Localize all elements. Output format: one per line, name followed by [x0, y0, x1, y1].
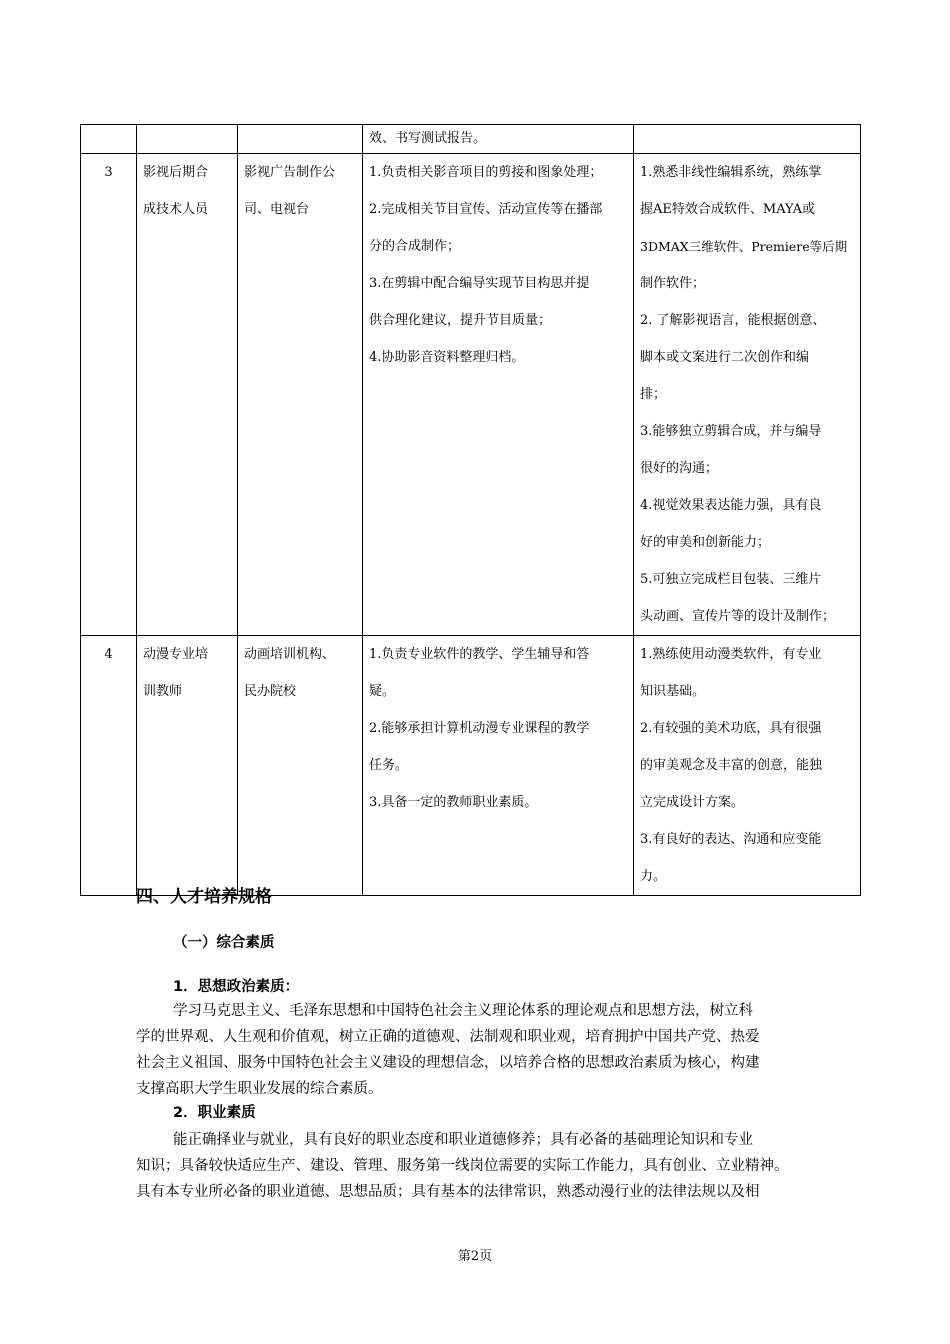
requirement-line: 3.有良好的表达、沟通和应变能	[640, 832, 822, 847]
duty-line: 2.能够承担计算机动漫专业课程的教学	[369, 721, 590, 736]
paragraph-line: 能正确择业与就业，具有良好的职业态度和职业道德修养；具有必备的基础理论知识和专业	[173, 1132, 753, 1148]
requirement-line: 的审美观念及丰富的创意，能独	[640, 758, 823, 773]
cell-duties	[363, 636, 634, 896]
requirement-line: 1.熟悉非线性编辑系统，熟练掌	[640, 165, 822, 180]
paragraph-line: 支撑高职大学生职业发展的综合素质。	[136, 1081, 383, 1097]
cell-num: 3	[81, 154, 137, 636]
page-number: 第2页	[457, 1249, 493, 1264]
table-row-continued	[81, 125, 861, 154]
cell-employer	[238, 154, 363, 636]
cell-num	[81, 125, 137, 154]
table-row	[81, 154, 861, 636]
cell-requirements	[634, 125, 861, 154]
requirement-line: 知识基础。	[640, 684, 706, 699]
requirement-line: 立完成设计方案。	[640, 795, 745, 810]
duty-line: 任务。	[369, 758, 409, 773]
cell-position	[137, 636, 238, 896]
duty-line: 分的合成制作；	[369, 239, 461, 254]
table-row	[81, 636, 861, 896]
paragraph-line: 社会主义祖国、服务中国特色社会主义建设的理想信念，以培养合格的思想政治素质为核心，构建	[136, 1055, 760, 1071]
requirement-line: 4.视觉效果表达能力强，具有良	[640, 498, 822, 513]
requirement-line: 3DMAX三维软件、Premiere等后期	[640, 239, 848, 254]
requirement-line: 1.熟练使用动漫类软件，有专业	[640, 647, 822, 662]
requirement-line: 5.可独立完成栏目包装、三维片	[640, 572, 822, 587]
requirement-line: 力。	[640, 869, 667, 884]
employer-line: 影视广告制作公	[244, 165, 336, 180]
employer-line: 司、电视台	[244, 202, 310, 217]
position-line: 动漫专业培	[143, 647, 209, 662]
duty-line: 效、书写测试报告。	[369, 131, 487, 146]
requirement-line: 2.有较强的美术功底，具有很强	[640, 721, 822, 736]
duty-line: 3.具备一定的教师职业素质。	[369, 795, 538, 810]
position-line: 影视后期合	[143, 165, 209, 180]
requirement-line: 脚本或文案进行二次创作和编	[640, 350, 810, 365]
employer-line: 动画培训机构、	[244, 647, 336, 662]
duty-line: 1.负责相关影音项目的剪接和图象处理；	[369, 165, 603, 180]
cell-requirements	[634, 154, 861, 636]
requirement-line: 3.能够独立剪辑合成，并与编导	[640, 424, 822, 439]
requirement-line: 制作软件；	[640, 276, 706, 291]
duty-line: 1.负责专业软件的教学、学生辅导和答	[369, 647, 590, 662]
duty-line: 疑。	[369, 684, 396, 699]
paragraph-line: 学习马克思主义、毛泽东思想和中国特色社会主义理论体系的理论观点和思想方法，树立科	[173, 1003, 753, 1019]
cell-position	[137, 154, 238, 636]
cell-employer	[238, 125, 363, 154]
paragraph-professional	[136, 1127, 861, 1205]
duty-line: 2.完成相关节目宣传、活动宣传等在播部	[369, 202, 603, 217]
paragraph-line: 知识；具备较快适应生产、建设、管理、服务第一线岗位需要的实际工作能力，具有创业、立业精神。	[136, 1158, 789, 1174]
requirement-line: 握AE特效合成软件、MAYA或	[640, 202, 816, 217]
cell-duties	[363, 125, 634, 154]
section-heading: 四、人才培养规格	[136, 887, 272, 907]
cell-duties	[363, 154, 634, 636]
position-line: 训教师	[143, 684, 183, 699]
item-heading-professional: 2．职业素质	[173, 1105, 256, 1121]
paragraph-political	[136, 998, 861, 1102]
requirement-line: 好的审美和创新能力；	[640, 535, 771, 550]
duty-line: 3.在剪辑中配合编导实现节目构思并提	[369, 276, 590, 291]
duty-line: 4.协助影音资料整理归档。	[369, 350, 525, 365]
job-positions-table	[80, 124, 861, 896]
requirement-line: 头动画、宣传片等的设计及制作；	[640, 609, 836, 624]
cell-position	[137, 125, 238, 154]
duty-line: 供合理化建议，提升节目质量；	[369, 313, 552, 328]
requirement-line: 排；	[640, 387, 667, 402]
cell-num: 4	[81, 636, 137, 896]
requirement-line: 很好的沟通；	[640, 461, 719, 476]
position-line: 成技术人员	[143, 202, 209, 217]
subsection-heading: （一）综合素质	[173, 935, 275, 951]
requirement-line: 2. 了解影视语言，能根据创意、	[640, 313, 826, 328]
employer-line: 民办院校	[244, 684, 297, 699]
paragraph-line: 学的世界观、人生观和价值观，树立正确的道德观、法制观和职业观，培育拥护中国共产党、热爱	[136, 1029, 760, 1045]
paragraph-line: 具有本专业所必备的职业道德、思想品质；具有基本的法律常识，熟悉动漫行业的法律法规以及相	[136, 1184, 760, 1200]
cell-employer	[238, 636, 363, 896]
item-heading-political: 1．思想政治素质：	[173, 979, 300, 995]
cell-requirements	[634, 636, 861, 896]
